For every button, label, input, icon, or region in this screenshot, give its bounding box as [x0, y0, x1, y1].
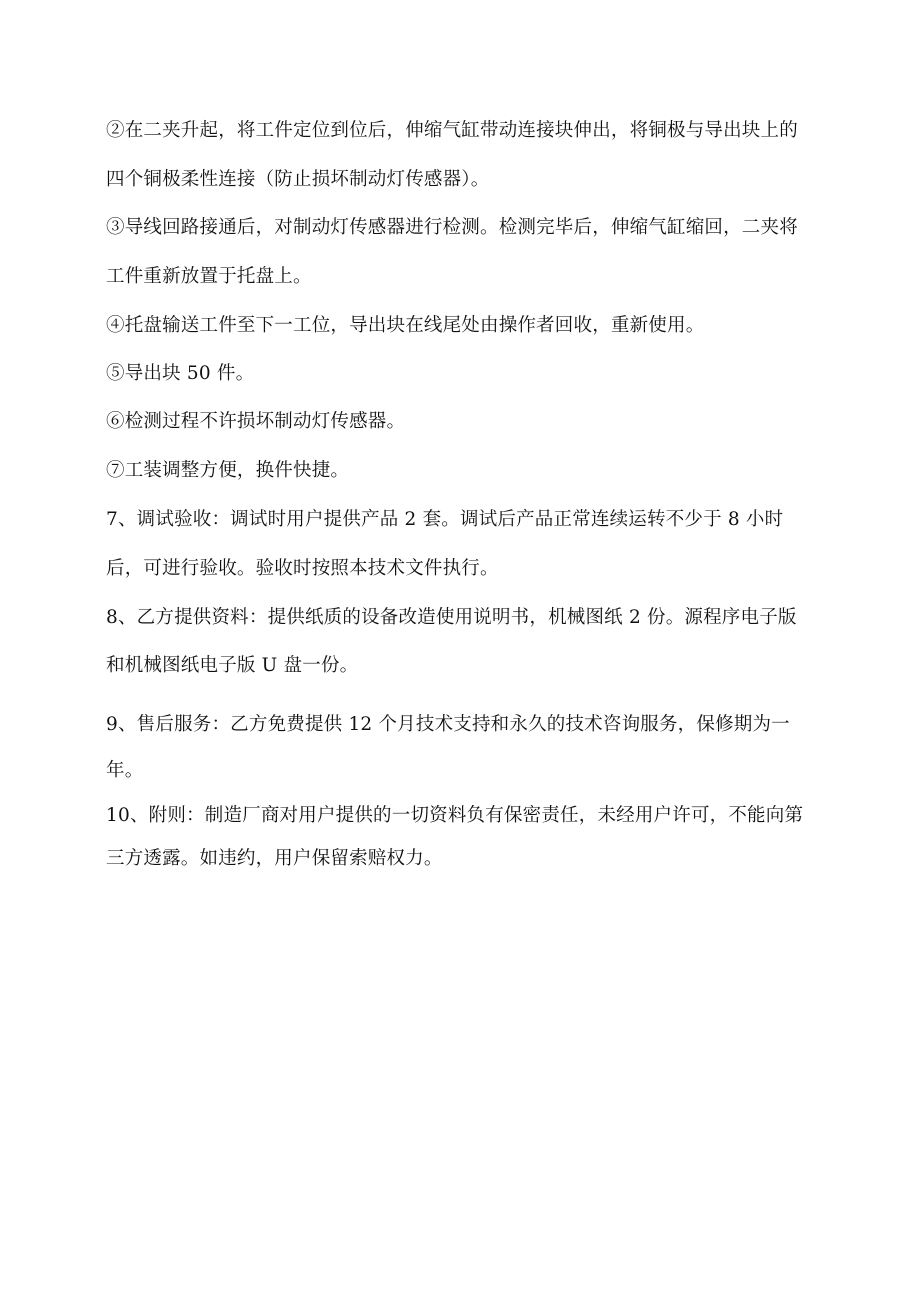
text-line: 四个铜极柔性连接（防止损坏制动灯传感器）。	[106, 169, 490, 190]
text-line: 年。	[106, 760, 144, 781]
text-line: 9、售后服务：乙方免费提供 12 个月技术支持和永久的技术咨询服务，保修期为一	[106, 714, 790, 735]
text-line: ④托盘输送工件至下一工位，导出块在线尾处由操作者回收，重新使用。	[106, 315, 705, 336]
text-line: ⑥检测过程不许损坏制动灯传感器。	[106, 411, 406, 432]
text-line: 后，可进行验收。验收时按照本技术文件执行。	[106, 558, 499, 579]
text-line: ⑦工装调整方便，换件快捷。	[106, 460, 350, 481]
text-line: 8、乙方提供资料：提供纸质的设备改造使用说明书，机械图纸 2 份。源程序电子版	[106, 607, 797, 628]
text-line: 7、调试验收：调试时用户提供产品 2 套。调试后产品正常连续运转不少于 8 小时	[106, 509, 784, 530]
text-line: 三方透露。如违约，用户保留索赔权力。	[106, 848, 443, 869]
text-line: ②在二夹升起，将工件定位到位后，伸缩气缸带动连接块伸出，将铜极与导出块上的	[106, 120, 798, 141]
text-line: 10、附则：制造厂商对用户提供的一切资料负有保密责任，未经用户许可，不能向第	[106, 805, 804, 826]
text-line: 工件重新放置于托盘上。	[106, 266, 312, 287]
text-line: ⑤导出块 50 件。	[106, 363, 255, 384]
text-line: ③导线回路接通后，对制动灯传感器进行检测。检测完毕后，伸缩气缸缩回，二夹将	[106, 217, 798, 238]
text-line: 和机械图纸电子版 U 盘一份。	[106, 655, 359, 676]
